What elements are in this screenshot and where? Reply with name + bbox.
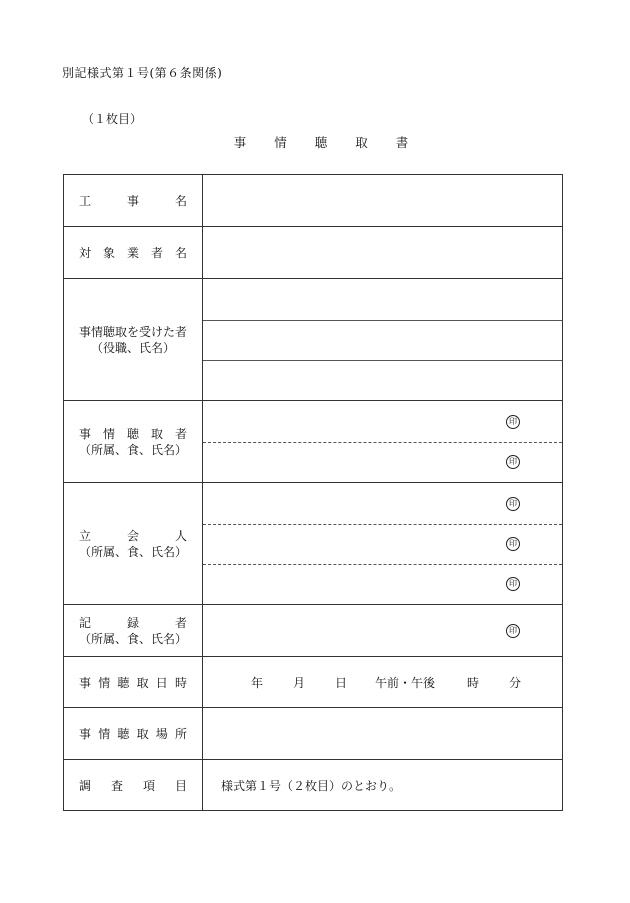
label-char: 取 xyxy=(150,426,163,441)
seal-icon: 印 xyxy=(506,497,520,511)
label-recorder-note: （所属、食、氏名） xyxy=(79,631,188,646)
seal-icon: 印 xyxy=(506,455,520,469)
label-char: 録 xyxy=(126,615,139,630)
label-target-contractor xyxy=(64,227,203,279)
label-char: 調 xyxy=(79,778,92,793)
label-interviewee-note: （役職、氏名） xyxy=(90,340,175,355)
label-char: 名 xyxy=(174,194,187,208)
seal-icon: 印 xyxy=(506,577,520,591)
label-char: 取 xyxy=(136,727,149,741)
label-interviewer-note: （所属、食、氏名） xyxy=(79,442,188,457)
interview-form-table xyxy=(63,174,563,811)
label-char: 者 xyxy=(150,246,163,260)
label-char: 項 xyxy=(142,778,155,793)
label-char: 場 xyxy=(155,727,168,741)
label-interview-place xyxy=(64,708,203,760)
form-reference: 別記様式第１号(第６条関係) xyxy=(62,66,223,80)
recorder-line-1[interactable] xyxy=(203,606,562,656)
label-char: 事 xyxy=(79,727,92,741)
row-interview-place xyxy=(64,708,563,760)
row-interview-datetime xyxy=(64,657,563,708)
label-char: 情 xyxy=(102,426,115,441)
label-interviewee xyxy=(64,279,203,401)
seal-icon: 印 xyxy=(506,624,520,638)
field-witness xyxy=(203,483,563,605)
row-interviewer xyxy=(64,401,563,483)
field-interview-datetime[interactable] xyxy=(203,657,563,708)
field-target-contractor[interactable] xyxy=(203,227,563,279)
label-char: 事 xyxy=(79,426,92,441)
label-interviewee-title: 事情聴取を受けた者 xyxy=(78,324,187,339)
row-investigation-items xyxy=(64,760,563,811)
witness-line-2[interactable] xyxy=(203,524,562,564)
label-char: 立 xyxy=(79,528,92,543)
row-construction-name xyxy=(64,175,563,227)
label-interviewer xyxy=(64,401,203,483)
label-char: 記 xyxy=(79,615,92,630)
witness-line-3[interactable] xyxy=(203,564,562,604)
label-char: 対 xyxy=(79,246,92,260)
label-char: 者 xyxy=(174,426,187,441)
interviewee-line-3[interactable] xyxy=(203,360,562,400)
hour-label: 時 xyxy=(467,675,480,690)
label-char: 名 xyxy=(174,246,187,260)
interviewee-line-2[interactable] xyxy=(203,320,562,360)
field-investigation-items[interactable] xyxy=(203,760,563,811)
label-char: 情 xyxy=(98,675,111,690)
label-char: 目 xyxy=(174,778,187,793)
label-interview-datetime xyxy=(64,657,203,708)
field-construction-name[interactable] xyxy=(203,175,563,227)
label-char: 会 xyxy=(126,528,139,543)
field-recorder xyxy=(203,605,563,657)
field-interviewer xyxy=(203,401,563,483)
label-char: 取 xyxy=(136,675,149,690)
seal-icon: 印 xyxy=(506,415,520,429)
label-char: 所 xyxy=(174,727,187,741)
interviewee-line-1[interactable] xyxy=(203,280,562,320)
row-recorder xyxy=(64,605,563,657)
label-char: 聴 xyxy=(126,426,139,441)
label-investigation-items xyxy=(64,760,203,811)
row-interviewee xyxy=(64,279,563,401)
year-label: 年 xyxy=(251,675,264,690)
label-construction-name xyxy=(64,175,203,227)
field-interview-place[interactable] xyxy=(203,708,563,760)
witness-line-1[interactable] xyxy=(203,484,562,524)
field-interviewee xyxy=(203,279,563,401)
label-char: 事 xyxy=(79,675,92,690)
label-recorder xyxy=(64,605,203,657)
row-target-contractor xyxy=(64,227,563,279)
label-char: 日 xyxy=(155,675,168,690)
label-char: 事 xyxy=(126,194,139,208)
label-char: 象 xyxy=(102,246,115,260)
page-number: （１枚目） xyxy=(82,112,143,126)
label-char: 人 xyxy=(174,528,187,543)
label-char: 業 xyxy=(126,246,139,260)
day-label: 日 xyxy=(335,675,348,690)
seal-icon: 印 xyxy=(506,537,520,551)
row-witness xyxy=(64,483,563,605)
minute-label: 分 xyxy=(509,675,522,690)
label-char: 聴 xyxy=(117,675,130,690)
interviewer-line-1[interactable] xyxy=(203,402,562,442)
document-title: 事 情 聴 取 書 xyxy=(233,135,421,150)
investigation-items-value: 様式第１号（２枚目）のとおり。 xyxy=(221,778,402,793)
month-label: 月 xyxy=(293,675,306,690)
label-char: 者 xyxy=(174,615,187,630)
label-char: 工 xyxy=(79,194,92,208)
label-char: 聴 xyxy=(117,727,130,741)
label-witness-note: （所属、食、氏名） xyxy=(79,544,188,559)
label-char: 情 xyxy=(98,727,111,741)
label-witness xyxy=(64,483,203,605)
interviewer-line-2[interactable] xyxy=(203,442,562,482)
label-char: 査 xyxy=(110,778,123,793)
label-char: 時 xyxy=(174,675,187,690)
am-pm-label: 午前・午後 xyxy=(375,675,436,690)
